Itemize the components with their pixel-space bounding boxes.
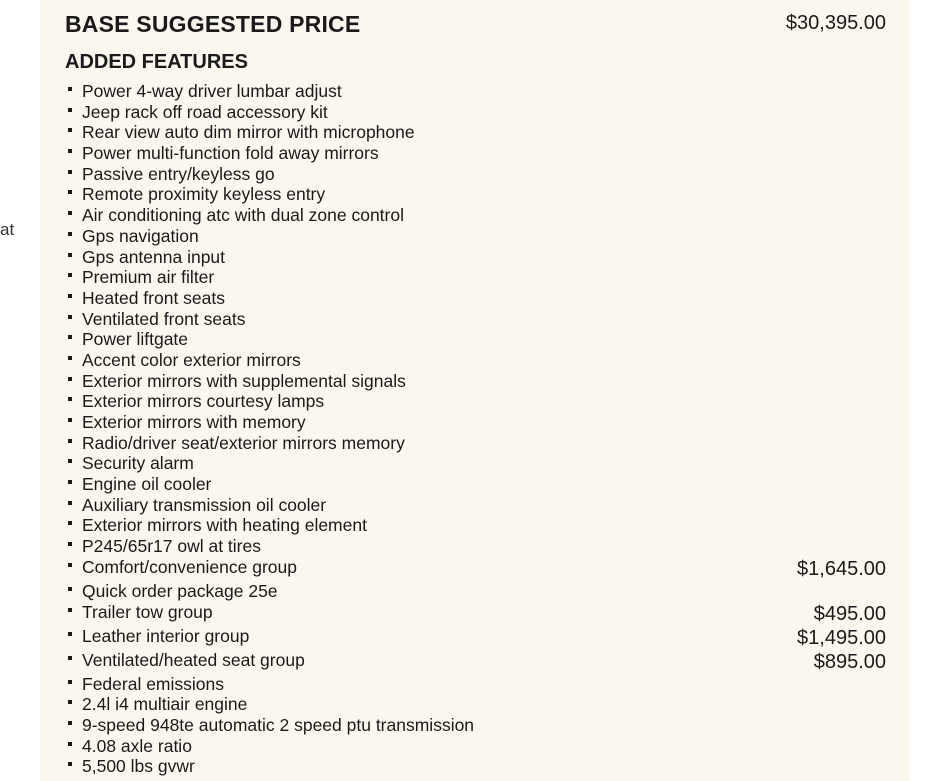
square-bullet-icon [68, 439, 72, 443]
square-bullet-icon [68, 721, 72, 725]
square-bullet-icon [68, 563, 72, 567]
square-bullet-icon [68, 356, 72, 360]
square-bullet-icon [68, 335, 72, 339]
square-bullet-icon [68, 87, 72, 91]
square-bullet-icon [68, 521, 72, 525]
feature-name: Engine oil cooler [82, 474, 212, 495]
feature-item [68, 674, 886, 695]
feature-name: Trailer tow group [82, 601, 213, 622]
feature-name: Gps navigation [82, 225, 199, 246]
feature-name: Exterior mirrors with heating element [82, 515, 367, 536]
square-bullet-icon [68, 542, 72, 546]
added-features-heading: ADDED FEATURES [65, 51, 248, 73]
square-bullet-icon [68, 232, 72, 236]
feature-item [68, 267, 886, 288]
feature-name: Exterior mirrors with supplemental signals [82, 370, 406, 391]
square-bullet-icon [68, 397, 72, 401]
feature-item [68, 102, 886, 123]
feature-name: 2.4l i4 multiair engine [82, 694, 248, 715]
feature-name: Exterior mirrors with memory [82, 412, 306, 432]
square-bullet-icon [68, 656, 72, 660]
feature-name: Comfort/convenience group [82, 556, 297, 577]
feature-name: Rear view auto dim mirror with microphone [82, 122, 415, 143]
feature-name: Accent color exterior mirrors [82, 349, 301, 370]
feature-item [68, 81, 886, 102]
base-price-row [65, 11, 886, 41]
square-bullet-icon [68, 315, 72, 319]
feature-price: $1,645.00 [797, 557, 886, 580]
square-bullet-icon [68, 294, 72, 298]
features-list [68, 81, 886, 777]
feature-item [68, 736, 886, 757]
feature-name: Power multi-function fold away mirrors [82, 143, 379, 164]
feature-item [68, 247, 886, 268]
feature-item [68, 350, 886, 371]
feature-item [68, 650, 886, 674]
feature-name: Federal emissions [82, 673, 224, 694]
feature-item [68, 515, 886, 536]
feature-name: 9-speed 948te automatic 2 speed ptu transmission [82, 714, 475, 735]
feature-item [68, 309, 886, 330]
square-bullet-icon [68, 170, 72, 174]
square-bullet-icon [68, 501, 72, 505]
feature-name: Passive entry/keyless go [82, 163, 275, 184]
square-bullet-icon [68, 680, 72, 684]
feature-item [68, 412, 886, 433]
feature-name: Premium air filter [82, 267, 215, 288]
square-bullet-icon [68, 418, 72, 422]
feature-name: Exterior mirrors courtesy lamps [82, 391, 325, 412]
square-bullet-icon [68, 762, 72, 766]
square-bullet-icon [68, 108, 72, 112]
square-bullet-icon [68, 587, 72, 591]
feature-name: Security alarm [82, 453, 194, 474]
square-bullet-icon [68, 128, 72, 132]
feature-item [68, 288, 886, 309]
feature-name: 4.08 axle ratio [82, 735, 192, 756]
feature-name: 5,500 lbs gvwr [82, 756, 195, 777]
square-bullet-icon [68, 742, 72, 746]
feature-name: Ventilated/heated seat group [82, 649, 305, 670]
feature-name: P245/65r17 owl at tires [82, 536, 261, 557]
square-bullet-icon [68, 377, 72, 381]
feature-name: Leather interior group [82, 625, 250, 646]
feature-item [68, 694, 886, 715]
window-sticker-panel [40, 0, 910, 781]
square-bullet-icon [68, 608, 72, 612]
square-bullet-icon [68, 459, 72, 463]
left-column-text-fragment: at [0, 220, 15, 239]
square-bullet-icon [68, 700, 72, 704]
feature-item [68, 474, 886, 495]
feature-item [68, 453, 886, 474]
feature-item [68, 715, 886, 736]
feature-name: Auxiliary transmission oil cooler [82, 494, 327, 515]
square-bullet-icon [68, 211, 72, 215]
square-bullet-icon [68, 273, 72, 277]
base-price-label: BASE SUGGESTED PRICE [65, 11, 361, 37]
square-bullet-icon [68, 480, 72, 484]
feature-name: Power liftgate [82, 329, 189, 350]
feature-item [68, 626, 886, 650]
feature-price: $895.00 [813, 650, 886, 673]
feature-item [68, 495, 886, 516]
feature-item [68, 164, 886, 185]
square-bullet-icon [68, 632, 72, 636]
feature-item [68, 536, 886, 557]
feature-name: Quick order package 25e [82, 580, 278, 601]
square-bullet-icon [68, 149, 72, 153]
feature-price: $495.00 [813, 602, 886, 625]
feature-item [68, 581, 886, 602]
feature-item [68, 371, 886, 392]
feature-item [68, 205, 886, 226]
feature-item [68, 391, 886, 412]
feature-item [68, 143, 886, 164]
square-bullet-icon [68, 253, 72, 257]
feature-item [68, 433, 886, 454]
feature-name: Gps antenna input [82, 246, 226, 267]
feature-item [68, 602, 886, 626]
feature-name: Air conditioning atc with dual zone control [82, 205, 404, 226]
feature-name: Power 4-way driver lumbar adjust [82, 81, 342, 101]
feature-name: Radio/driver seat/exterior mirrors memory [82, 432, 405, 453]
feature-name: Jeep rack off road accessory kit [82, 101, 328, 122]
base-price-value: $30,395.00 [785, 12, 886, 34]
feature-item [68, 329, 886, 350]
square-bullet-icon [68, 190, 72, 194]
feature-price: $1,495.00 [797, 626, 886, 649]
feature-item [68, 122, 886, 143]
feature-name: Remote proximity keyless entry [82, 184, 326, 205]
feature-item [68, 226, 886, 247]
feature-item [68, 184, 886, 205]
feature-item [68, 756, 886, 777]
feature-name: Ventilated front seats [82, 308, 246, 329]
feature-item [68, 557, 886, 581]
feature-name: Heated front seats [82, 287, 225, 308]
